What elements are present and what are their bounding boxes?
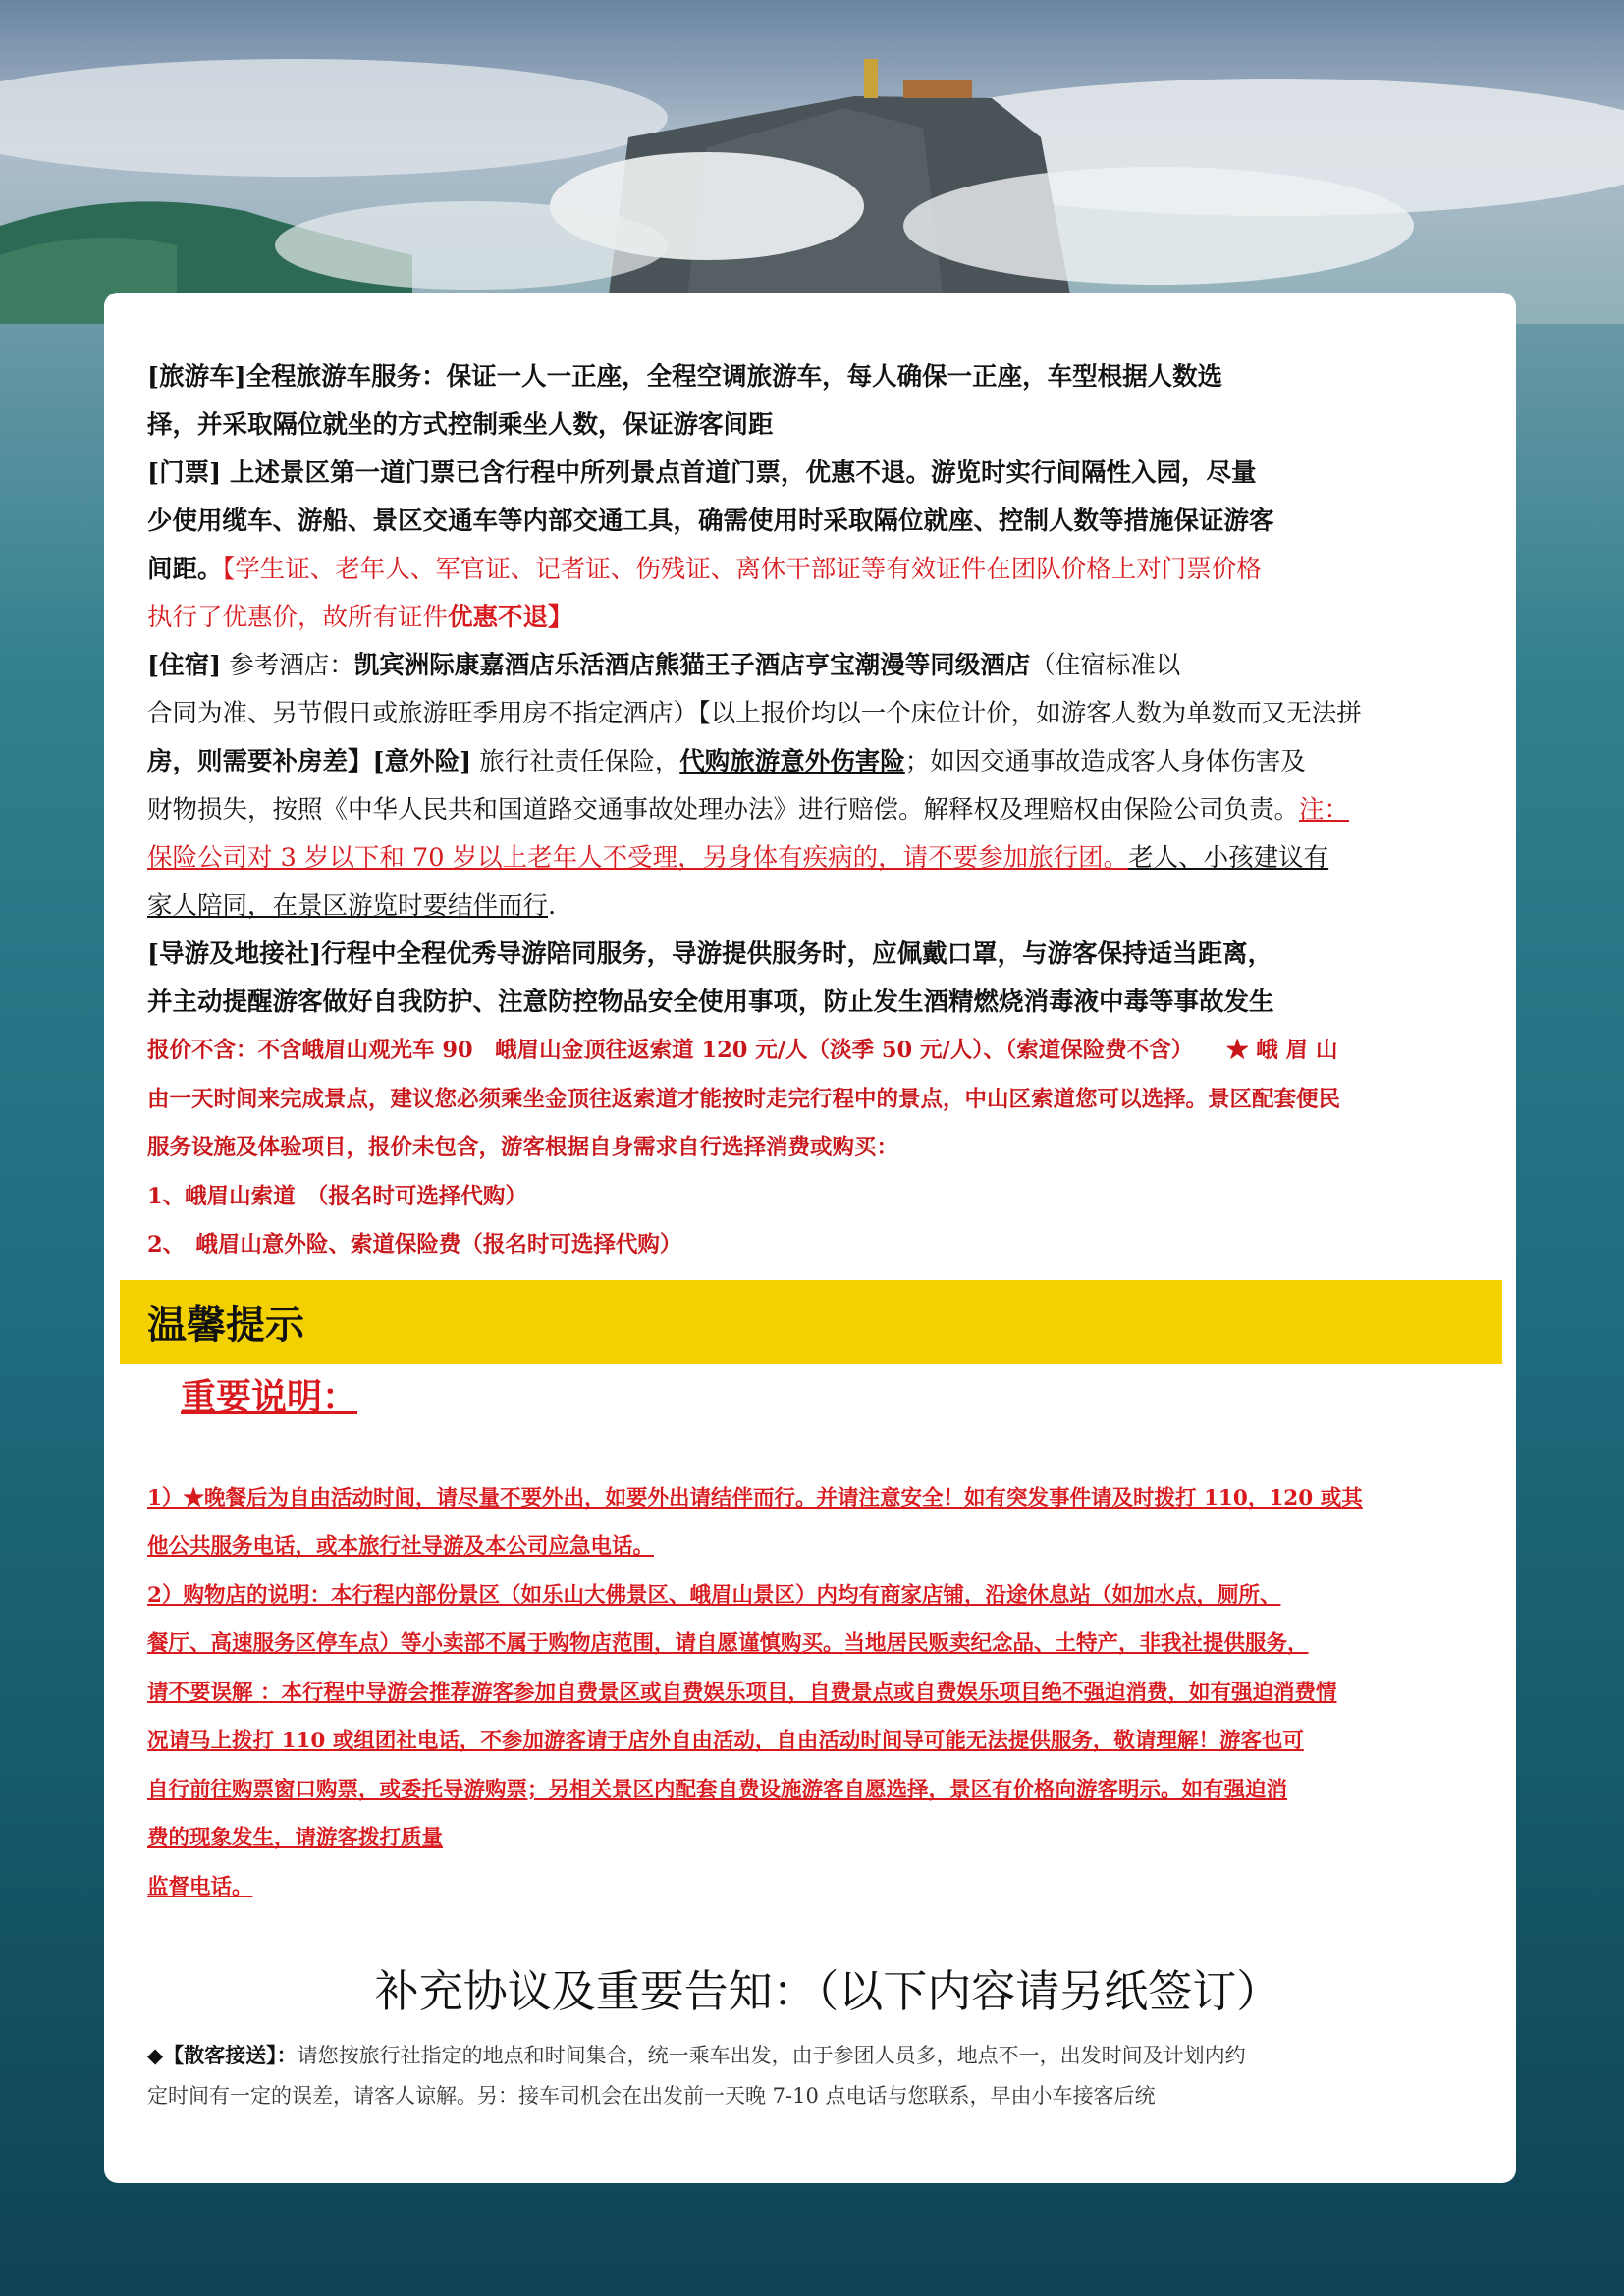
notice-line: 费的现象发生，请游客拨打质量 [147, 1826, 444, 1850]
notice-line: 自行前往购票窗口购票，或委托导游购票；另相关景区内配套自费设施游客自愿选择，景区有价格向游客明示。如有强迫消 [147, 1777, 1288, 1802]
notice-line: 况请马上拨打 110 或组团社电话，不参加游客请于店外自由活动，自由活动时间导可能无法提供服务，敬请理解！游客也可 [147, 1729, 1304, 1753]
excluded-section: 报价不含：不含峨眉山观光车 90 峨眉山金顶往返索道 120 元/人（淡季 50 元/人）、（索道保险费不含） ★ 峨 眉 山 由一天时间来完成景点，建议您必须乘坐金顶往返索道才能按时走完行程中的景点，中山区索道您可以选择。景区配套便民 服务设施及体验项目，报价未包含，游客根据自身需求自行选择消费或购买： 1、峨眉山索道 （报名时可选择代购） 2、 峨眉山意外险、索道保险费（报名时可选择代购） [147, 1038, 1341, 1257]
mountain-background [0, 0, 1624, 324]
warm-tips-banner: 温馨提示 [120, 1280, 1502, 1364]
stay-insurance-section: [住宿] 参考酒店：凯宾洲际康嘉酒店乐活酒店熊猫王子酒店亨宝潮漫等同级酒店（住宿标准以 合同为准、另节假日或旅游旺季用房不指定酒店）【以上报价均以一个床位计价，如游客人数为单数而又无法拼 房，则需要补房差】[意外险] 旅行社责任保险，代购旅游意外伤害险；如因交通事故造成客人身体伤害及 财物损失，按照《中华人民共和国道路交通事故处理办法》进行赔偿。解释权及理赔权由保险公司负责。注： 保险公司对 3 岁以下和 70 岁以上老年人不受理，另身体有疾病的，请不要参加旅行团。老人、小孩建议有 家人陪同，在景区游览时要结伴而行. [147, 651, 1362, 921]
content-card [104, 293, 1516, 2183]
notice-line: 餐厅、高速服务区停车点）等小卖部不属于购物店范围，请自愿谨慎购买。当地居民贩卖纪念品、土特产，非我社提供服务， [147, 1631, 1309, 1656]
ticket-section: [门票] 上述景区第一道门票已含行程中所列景点首道门票，优惠不退。游览时实行间隔性入园，尽量 少使用缆车、游船、景区交通车等内部交通工具，确需使用时采取隔位就座、控制人数等措施保证游客 间距。【学生证、老年人、军官证、记者证、伤残证、离休干部证等有效证件在团队价格上对门票价格 执行了优惠价，故所有证件优惠不退】 [147, 458, 1274, 632]
guide-section: [导游及地接社]行程中全程优秀导游陪同服务，导游提供服务时，应佩戴口罩，与游客保持适当距离， 并主动提醒游客做好自我防护、注意防控物品安全使用事项，防止发生酒精燃烧消毒液中毒等事故发生 [147, 939, 1274, 1017]
notice-line: 1）★晚餐后为自由活动时间，请尽量不要外出，如要外出请结伴而行。并请注意安全！如有突发事件请及时拨打 110，120 或其 [147, 1485, 1363, 1511]
pickup-section: ◆【散客接送】：请您按旅行社指定的地点和时间集合，统一乘车出发，由于参团人员多，地点不一，出发时间及计划内约 定时间有一定的误差，请客人谅解。另：接车司机会在出发前一天晚 7-10 点电话与您联系，早由小车接客后统 [147, 2043, 1246, 2108]
notice-line: 他公共服务电话，或本旅行社导游及本公司应急电话。 [147, 1534, 655, 1559]
important-note-heading: 重要说明： [181, 1375, 358, 1417]
notice-list [147, 1474, 1469, 1912]
notice-line: 监督电话。 [147, 1874, 253, 1899]
bus-section: [旅游车]全程旅游车服务：保证一人一正座，全程空调旅游车，每人确保一正座，车型根据人数选 择，并采取隔位就坐的方式控制乘坐人数，保证游客间距 [147, 362, 1223, 440]
supplementary-agreement-title: 补充协议及重要告知：（以下内容请另纸签订） [374, 1965, 1281, 2017]
notice-line: 请不要误解 ：本行程中导游会推荐游客参加自费景区或自费娱乐项目，自费景点或自费娱乐项目绝不强迫消费，如有强迫消费情 [147, 1680, 1337, 1705]
notice-line: 2）购物店的说明：本行程内部份景区（如乐山大佛景区、峨眉山景区）内均有商家店铺，沿途休息站（如加水点，厕所、 [147, 1582, 1281, 1608]
